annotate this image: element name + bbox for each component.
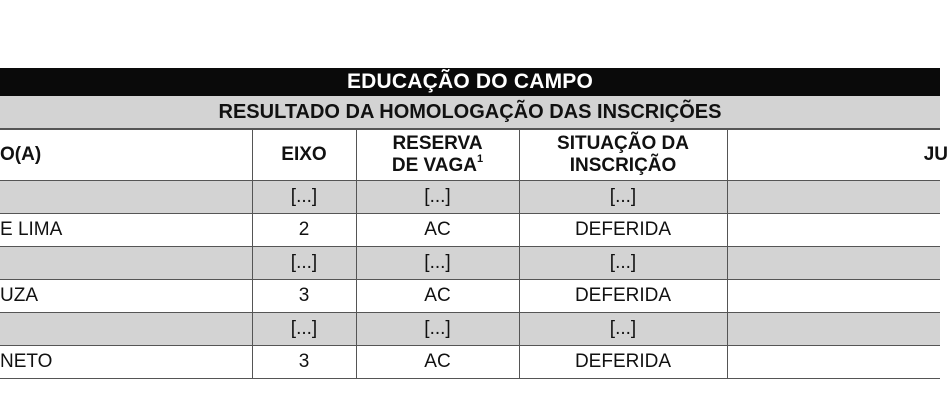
- cell-situacao: [...]: [519, 181, 727, 214]
- footnote-marker: 1: [477, 152, 484, 165]
- header-reserva-de-vaga: [356, 130, 519, 181]
- cell-reserva: [...]: [356, 247, 519, 280]
- cell-reserva: [...]: [356, 313, 519, 346]
- cell-eixo: [...]: [252, 181, 356, 214]
- table-row: [0, 313, 940, 346]
- header-reserva-line1: RESERVA: [392, 133, 483, 154]
- table-row: [0, 280, 940, 313]
- header-situacao-inscricao: [519, 130, 727, 181]
- header-eixo: EIXO: [252, 130, 356, 181]
- cell-candidate-name: UZA: [0, 280, 252, 313]
- cell-candidate-name: [0, 247, 252, 280]
- table-row: [0, 181, 940, 214]
- cell-justificativa: [727, 313, 940, 346]
- cell-eixo: 3: [252, 280, 356, 313]
- header-situacao-line2: INSCRIÇÃO: [569, 155, 677, 176]
- cell-reserva: [...]: [356, 181, 519, 214]
- cell-justificativa: [727, 214, 940, 247]
- cell-situacao: [...]: [519, 313, 727, 346]
- document-subtitle: RESULTADO DA HOMOLOGAÇÃO DAS INSCRIÇÕES: [0, 96, 940, 129]
- cell-situacao: DEFERIDA: [519, 346, 727, 379]
- document-title: EDUCAÇÃO DO CAMPO: [0, 68, 940, 96]
- cell-justificativa: [727, 247, 940, 280]
- cell-reserva: AC: [356, 214, 519, 247]
- table-row: [0, 247, 940, 280]
- cell-candidate-name: NETO: [0, 346, 252, 379]
- cell-eixo: [...]: [252, 247, 356, 280]
- cell-justificativa: [727, 280, 940, 313]
- cell-reserva: AC: [356, 346, 519, 379]
- cell-situacao: DEFERIDA: [519, 280, 727, 313]
- header-situacao-line1: SITUAÇÃO DA: [557, 133, 689, 154]
- cell-candidate-name: E LIMA: [0, 214, 252, 247]
- table-row: [0, 346, 940, 379]
- header-justificativa-label: JU: [923, 144, 948, 165]
- results-table: [0, 129, 948, 379]
- cell-situacao: [...]: [519, 247, 727, 280]
- header-justificativa: [727, 130, 948, 181]
- cell-candidate-name: [0, 313, 252, 346]
- header-candidate-name: O(A): [0, 130, 252, 181]
- results-document: [0, 68, 948, 379]
- cell-reserva: AC: [356, 280, 519, 313]
- cell-eixo: 2: [252, 214, 356, 247]
- cell-situacao: DEFERIDA: [519, 214, 727, 247]
- cell-justificativa: [727, 181, 940, 214]
- table-row: [0, 214, 940, 247]
- header-reserva-line2: DE VAGA: [391, 155, 478, 176]
- cell-eixo: 3: [252, 346, 356, 379]
- cell-eixo: [...]: [252, 313, 356, 346]
- table-header-row: [0, 130, 940, 181]
- cell-candidate-name: [0, 181, 252, 214]
- cell-justificativa: [727, 346, 940, 379]
